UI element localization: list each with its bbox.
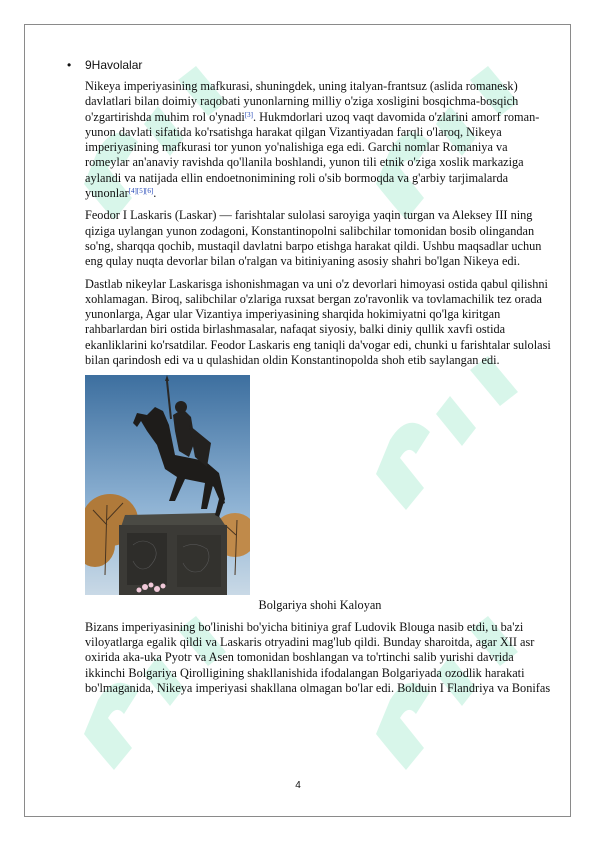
toc-item-label: 9Havolalar (85, 58, 143, 72)
document-body (67, 57, 555, 703)
paragraph-text: Nikeya imperiyasining mafkurasi, shuningdek, uning italyan-frantsuz (aslida romanesk) davlatlari bilan doimiy raqobati yunonlarning milliy o'ziga xosligini bosqichma-bosqich o'zgartirishda muhim rol o'ynadi (85, 79, 519, 124)
reference-link[interactable]: [3] (244, 110, 253, 119)
figure-caption: Bolgariya shohi Kaloyan (258, 598, 382, 613)
toc-list-item[interactable] (67, 57, 555, 73)
paragraph-text: . (153, 186, 157, 201)
reference-link[interactable]: [4][5][6] (128, 187, 154, 196)
paragraph: Dastlab nikeylar Laskarisga ishonishmagan va uni o'z devorlari himoyasi ostida qabul qilishni xohlamagan. Biroq, salibchilar o'zlariga ruxsat bergan zo'ravonlik va tovlamachilik tez orada yunonlarga, Agar ular Vizantiya imperiyasining sharqida hokimiyatni qo'lga kiritgan rahbarlardan biri ostida birlashmasalar, nafaqat siyosiy, balki diniy qullik xavfi ostida ekanliklarini ko'rsatdilar. Feodor Laskaris eng taniqli da'vogar edi, chunki u farishtalar sulolasi bilan qarindosh edi va u qulashidan oldin Konstantinopolda shoh etib saylangan edi. (85, 276, 551, 368)
statue-image (85, 375, 250, 595)
paragraph (85, 79, 555, 201)
paragraph: Feodor I Laskaris (Laskar) — farishtalar sulolasi saroyiga yaqin turgan va Aleksey III ning qiziga uylangan yunon zodagoni, Konstantinopolni salibchilar tomonidan bosib olingandan so'ng, sharqqa qochib, mustaqil davlatni barpo etishga harakat qildi. Ushbu maqsadlar uchun eng qulay nuqta devorlar bilan o'ralgan va bitiniyaning asosiy shahri bo'lgan Nikeya edi. (85, 208, 542, 269)
paragraph: Bizans imperiyasining bo'linishi bo'yicha bitiniya graf Ludovik Blouga nasib etdi, u ba'zi viloyatlarga egalik qildi va Laskaris otryadini mag'lub qildi. Bunday sharoitda, agar XII asr oxirida aka-uka Pyotr va Asen tomonidan boshlangan va to'rtinchi salib yurishi davrida ikkinchi Bolgariya Qirolligining shakllanishida ifodalangan Bolgariyada ozodlik harakati bo'lmaganida, Nikeya imperiyasi shakllana olmagan bo'lar edi. Bolduin I Flandriya va Bonifas (85, 619, 551, 695)
bullet-icon: • (67, 58, 72, 72)
page-number: 4 (295, 780, 301, 791)
paragraph-text: . Hukmdorlari uzoq vaqt davomida o'zlarini amorf roman-yunon davlati sifatida ko'rsatishga harakat qilgan Vizantiyadan farqli o'laroq, Nikeya imperiyasining mafkurasi tor yunon yo'nalishiga ega edi. Garchi nomlar Romaniya va romeylar an'anaviy ravishda qo'llanila boshlandi, yunon tili etnik o'ziga xoslik markaziga aylandi va natijada ellin endoetnonimining roli o'sib bormoqda va g'arbiy tarjimalarda yunonlar (85, 109, 540, 201)
